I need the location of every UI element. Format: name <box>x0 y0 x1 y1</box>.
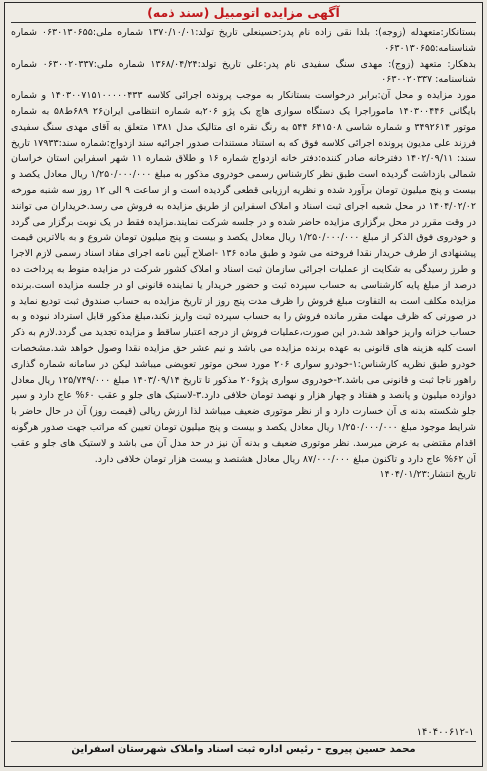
title-divider <box>11 22 476 23</box>
notice-code: ۱۴۰۴۰۰۶۱۲-۱ <box>416 727 474 738</box>
official-signature-line: محمد حسین پیروج - رئیس اداره ثبت اسناد واملاک شهرستان اسفراین <box>71 744 416 755</box>
notice-title: آگهی مزایده اتومبیل (سند ذمه) <box>147 5 340 20</box>
creditor-paragraph: بستانکار:متعهدله (زوجه): بلدا نقی زاده نام پدر:حسینعلی تاریخ تولد:۱۳۷۰/۱۰/۰۱ شماره ملی:۰۶۳۰۱۳۰۶۵۵ شماره شناسنامه:۰۶۳۰۱۳۰۶۵۵ <box>11 27 476 54</box>
notice-body <box>11 25 476 720</box>
footer-divider <box>11 741 476 742</box>
auction-details-paragraph: مورد مزایده و محل آن:برابر درخواست بستانکار به موجب پرونده اجرائی کلاسه ۱۴۰۳۰۰۷۱۵۱۰۰۰۰۰۴۳۳ و شماره بایگانی ۱۴۰۳۰۰۴۴۶ ماموراجرا یک دستگاه سواری هاچ بک پژو ۲۰۶به شماره انتظامی ایران۲۶ ۶۸۹ط۵۸ به شماره موتور ۳۴۹۲۶۱۴ و شماره شاسی ۶۴۱۵۰۸ ۵۴۴ به رنگ نقره ای متالیک مدل ۱۳۸۱ متعلق به آقای مهدی سنگ سفیدی فرزند علی مدیون پرونده اجرائی کلاسه فوق که به استناد مستندات صدور اجرائیه سند ازدواج:شماره سند:۱۷۹۳۳ تاریخ سند: ۱۴۰۲/۰۹/۱۱ دفترخانه صادر کننده:دفتر خانه ازدواج شماره ۱۶ و طلاق شماره ۱۱ شهر اسفراین استان خراسان شمالی بازداشت گردیده است طبق نظر کارشناس رسمی خودروی مذکور به مبلغ ۱/۲۵۰/۰۰۰/۰۰۰ ریال معادل یکصد و بیست و پنج میلیون تومان برآورد شده و نظریه ارزیابی قطعی گردیده است و از ساعت ۹ الی ۱۲ روز سه شنبه مورخه ۱۴۰۴/۰۲/۰۲ در محل شعبه اجرای ثبت اسناد و املاک اسفراین از طریق مزایده به فروش می رسد.خریداران می توانند در وقت مقرر در محل برگزاری مزایده حاضر شده و در جلسه شرکت نمایند.مزایده فقط در یک نوبت برگزار می گردد و خودروی فوق الذکر از مبلغ ۱/۲۵۰/۰۰۰/۰۰۰ ریال معادل یکصد و بیست و پنج میلیون تومان شروع و به بالاترین قیمت پیشنهادی از طرف خریدار نقدا فروخته می شود و طبق ماده ۱۳۶ -اصلاح آیین نامه اجرای مفاد اسناد رسمی لازم الاجرا و طرز رسیدگی به شکایت از عملیات اجرائی سازمان ثبت اسناد و املاک کشور شرکت در مزایده منوط به پرداخت ده درصد از مبلغ پایه کارشناسی به حساب سپرده ثبت و حضور خریدار یا نماینده قانونی او در جلسه مزایده است.برنده مزایده مکلف است به التفاوت مبلغ فروش را ظرف مدت پنج روز از تاریخ مزایده به حساب صندوق ثبت تودیع نماید و در صورتی که ظرف مهلت مقرر مانده فروش را به حساب سپرده ثبت واریز نکند،مبلغ مذکور قابل استرداد نبوده و به حساب خزانه واریز خواهد شد.در این صورت،عملیات فروش از درجه اعتبار ساقط و مزایده تجدید می گردد.لازم به ذکر است کلیه هزینه های قانونی به عهده برنده مزایده می باشد و نیم عشر حق مزایده نقدا وصول خواهد شد.مشخصات خودرو طبق نظریه کارشناس:۱-خودرو سواری ۲۰۶ مورد سخن موتور تعویضی میباشد لیکن در سامانه شماره گذاری راهور ناجا ثبت و قانونی می باشد.۲-خودروی سواری پژو۲۰۶ مذکور تا تاریخ ۱۴۰۳/۰۹/۱۴ مبلغ ۱۲۵/۷۴۹/۰۰۰ ریال معادل دوازده میلیون و پانصد و هفتاد و چهار هزار و نهصد تومان خلافی دارد.۳-لاستیک های جلو و عقب ۶۰% عاج دارد و سپر جلو شکسته بدنه ی آن خسارت دارد و از نظر موتوری ضعیف میباشد لذا ارزش ریالی (قیمت روز) آن در حال حاضر با شرایط موجود مبلغ ۱/۲۵۰/۰۰۰/۰۰۰ ریال معادل یکصد و بیست و پنج میلیون تومان تعیین که مراتب جهت صدور هرگونه اقدام مقتضی به عرض میرسد. نظر موتوری ضعیف و بدنه آن نیز در حد مدل آن می باشد و لاستیک های جلو و عقب آن ۶۲% عاج دارد و تاکنون مبلغ ۸۷/۰۰۰/۰۰۰ ریال معادل هشتصد و بیست هزار تومان خلافی دارد. <box>11 90 476 465</box>
debtor-paragraph: بدهکار: متعهد (زوج): مهدی سنگ سفیدی نام پدر:علی تاریخ تولد:۱۳۶۸/۰۴/۲۴ شماره ملی:۰۶۳۰۰۲۰۳۳۷ شماره شناسنامه: ۰۶۳۰۰۲۰۳۳۷ <box>11 58 476 86</box>
publish-date: تاریخ انتشار:۱۴۰۴/۰۱/۲۳ <box>379 469 476 481</box>
notice-paper <box>4 2 483 767</box>
